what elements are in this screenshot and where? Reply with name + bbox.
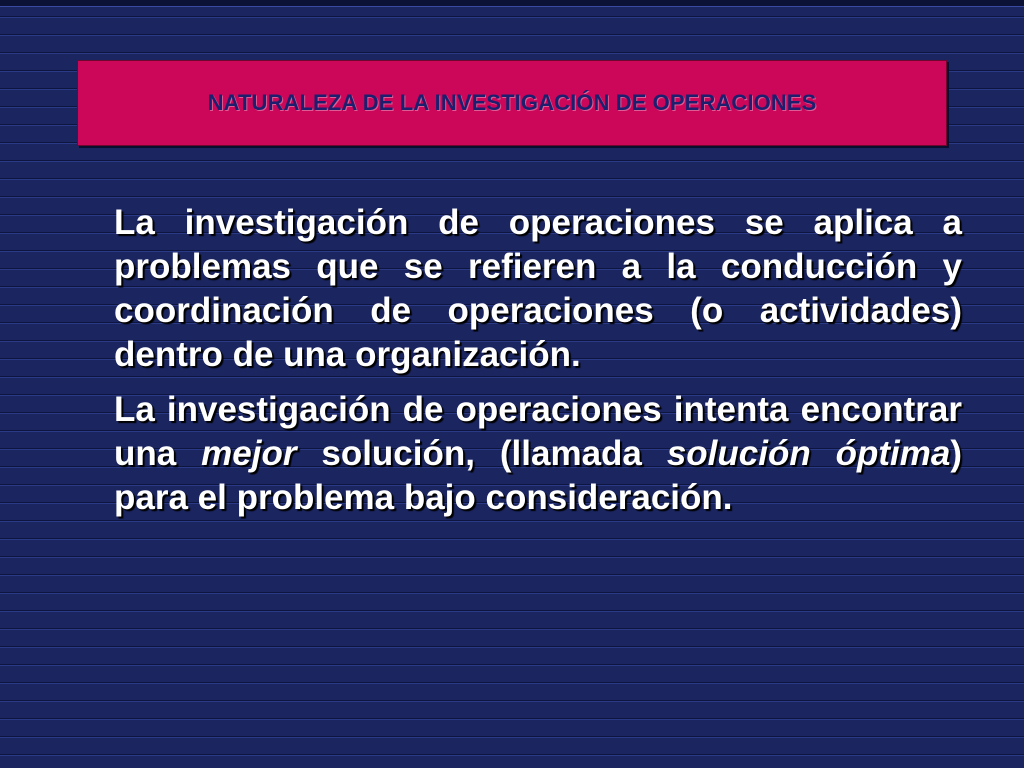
top-rule	[0, 0, 1024, 7]
paragraph-1: La investigación de operaciones se aplica a problemas que se refieren a la conducción y coordinación de operaciones (o actividades) dentro de una organización.	[114, 203, 962, 374]
paragraph-2-part-1: La investigación de operaciones intenta encontrar una	[114, 390, 962, 473]
paragraph-2	[114, 388, 962, 520]
paragraph-2-part-3: ) para el problema bajo consideración.	[114, 434, 962, 517]
paragraph-2-part-2: solución, (llamada	[296, 434, 667, 473]
slide-body	[114, 201, 962, 531]
title-banner	[77, 60, 947, 146]
emphasis-mejor: mejor	[201, 434, 297, 473]
emphasis-solucion-optima: solución óptima	[666, 434, 951, 473]
slide-title: NATURALEZA DE LA INVESTIGACIÓN DE OPERACIONES	[207, 90, 817, 115]
